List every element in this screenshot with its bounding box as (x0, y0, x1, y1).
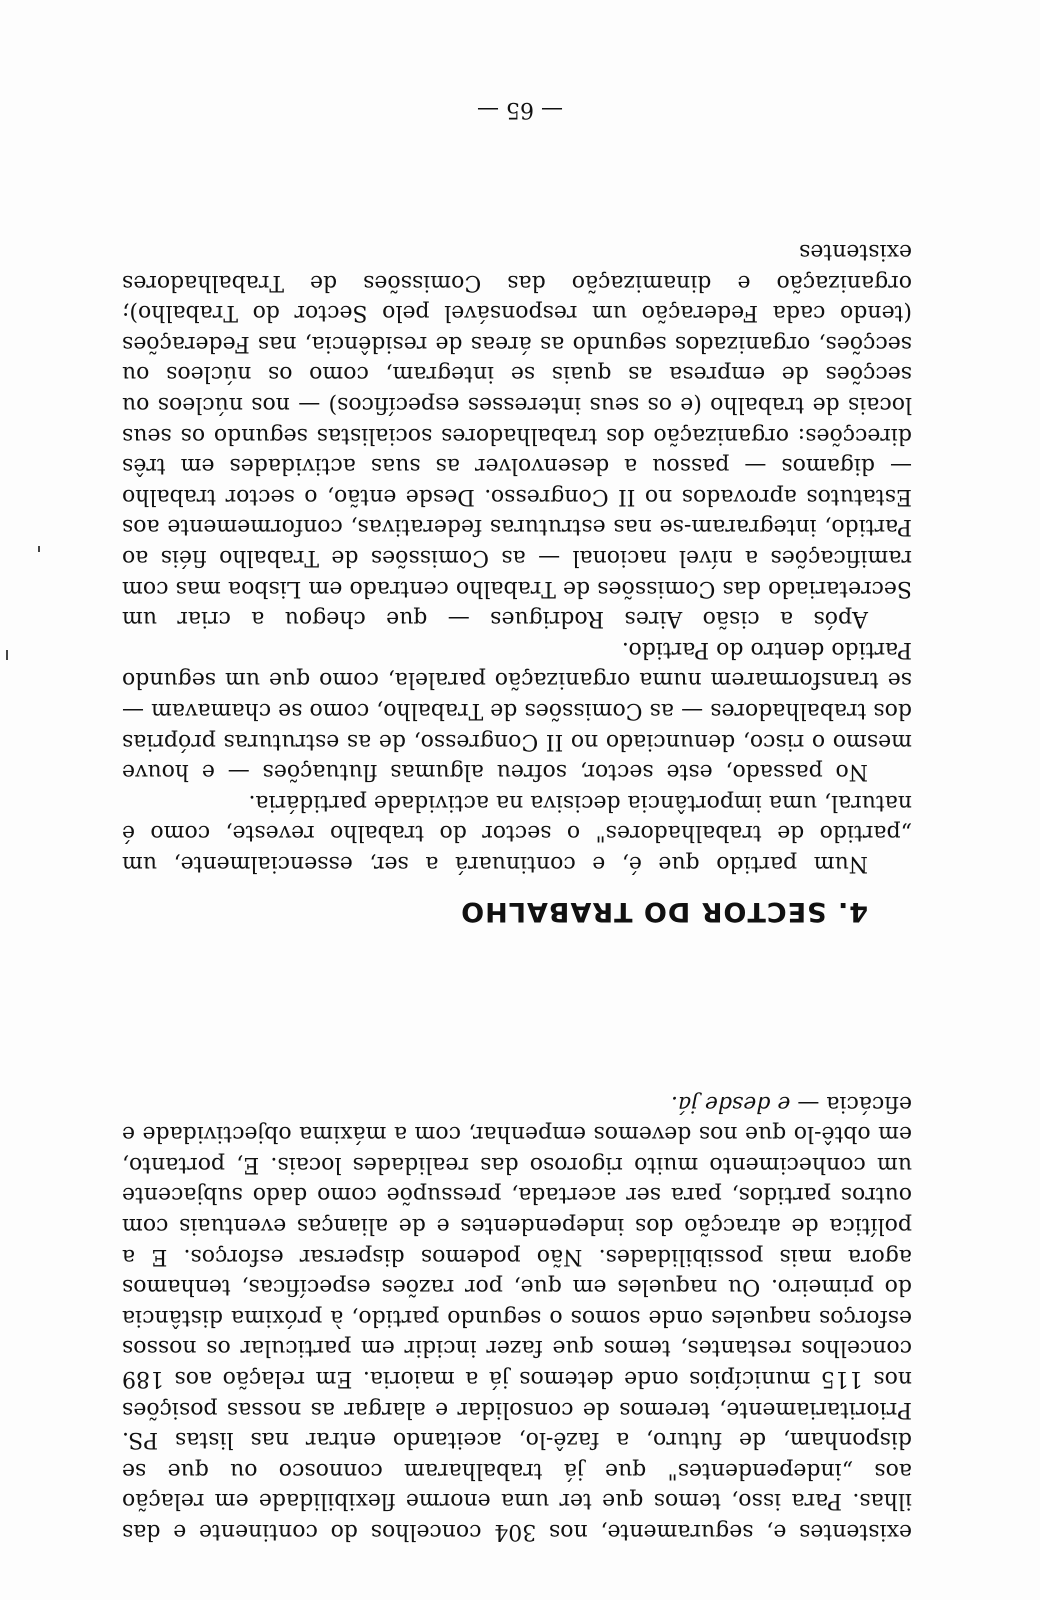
page-number: — 65 — (477, 97, 563, 122)
scan-speck (38, 546, 40, 552)
paragraph (122, 1087, 912, 1546)
paragraph-text: existentes e, seguramente, nos 304 concelhos do continente e das ilhas. Para isso, temos que ter uma enorme flexibilidade em relação aos „independentes" que já trabalharam connosco ou que se disponham, de futuro, a fazê-lo, aceitando entrar nas listas PS. Prioritariamente, teremos de consolidar e alargar as nossas posições nos 115 municípios onde detemos já a maioria. Em relação aos 189 concelhos restantes, temos que fazer incidir em particular os nossos esforços naqueles onde somos o segundo partido, à próxima distância do primeiro. Ou naqueles em que, por razões específicas, tenhamos agora mais possibilidades. Não podemos dispersar esforços. E a política de atracção dos independentes e de alianças eventuais com outros partidos, para ser acertada, pressupõe como dado subjacente um conhecimento muito rigoroso das realidades locais. E, portanto, em obtê-lo que nos devemos empenhar, com a máxima objectividade e eficácia — (122, 1090, 912, 1544)
paragraph: No passado, este sector, sofreu algumas flutuações — e houve mesmo o risco, denunciado no II Congresso, de as estruturas próprias dos trabalhadores — as Comissões de Trabalho, como se chamavam — se transformarem numa organização paralela, como que um segundo Partido dentro do Partido. (122, 636, 912, 785)
emphasis-text: e desde já. (670, 1090, 791, 1116)
paragraph: Após a cisão Aires Rodrigues — que chegou a criar um Secretariado das Comissões de Trabalho centrado em Lisboa mas com ramificações a nível nacional — as Comissões de Trabalho fiéis ao Partido, integraram-se nas estruturas federativas, conformemente aos Estatutos aprovados no II Congresso. Desde então, o sector trabalho — digamos — passou a desenvolver as suas actividades em três direcções: organização dos trabalhadores socialistas segundo os seus locais de trabalho (e os seus interesses específicos) — nos núcleos ou secções de empresa as quais se integram, como os núcleos ou secções, organizados segundo as áreas de residência, nas Federações (tendo cada Federação um responsável pelo Sector do Trabalho); organização e dinamização das Comissões de Trabalhadores existentes (122, 239, 912, 632)
section-heading: 4. SECTOR DO TRABALHO (460, 896, 868, 927)
scan-speck (6, 650, 8, 660)
text-block-continuation (122, 1087, 912, 1546)
text-block-section (122, 236, 912, 878)
paragraph: Num partido que é, e continuará a ser, essencialmente, um „partido de trabalhadores" o sector do trabalho reveste, como é natural, uma importância decisiva na actividade partidária. (122, 789, 912, 876)
